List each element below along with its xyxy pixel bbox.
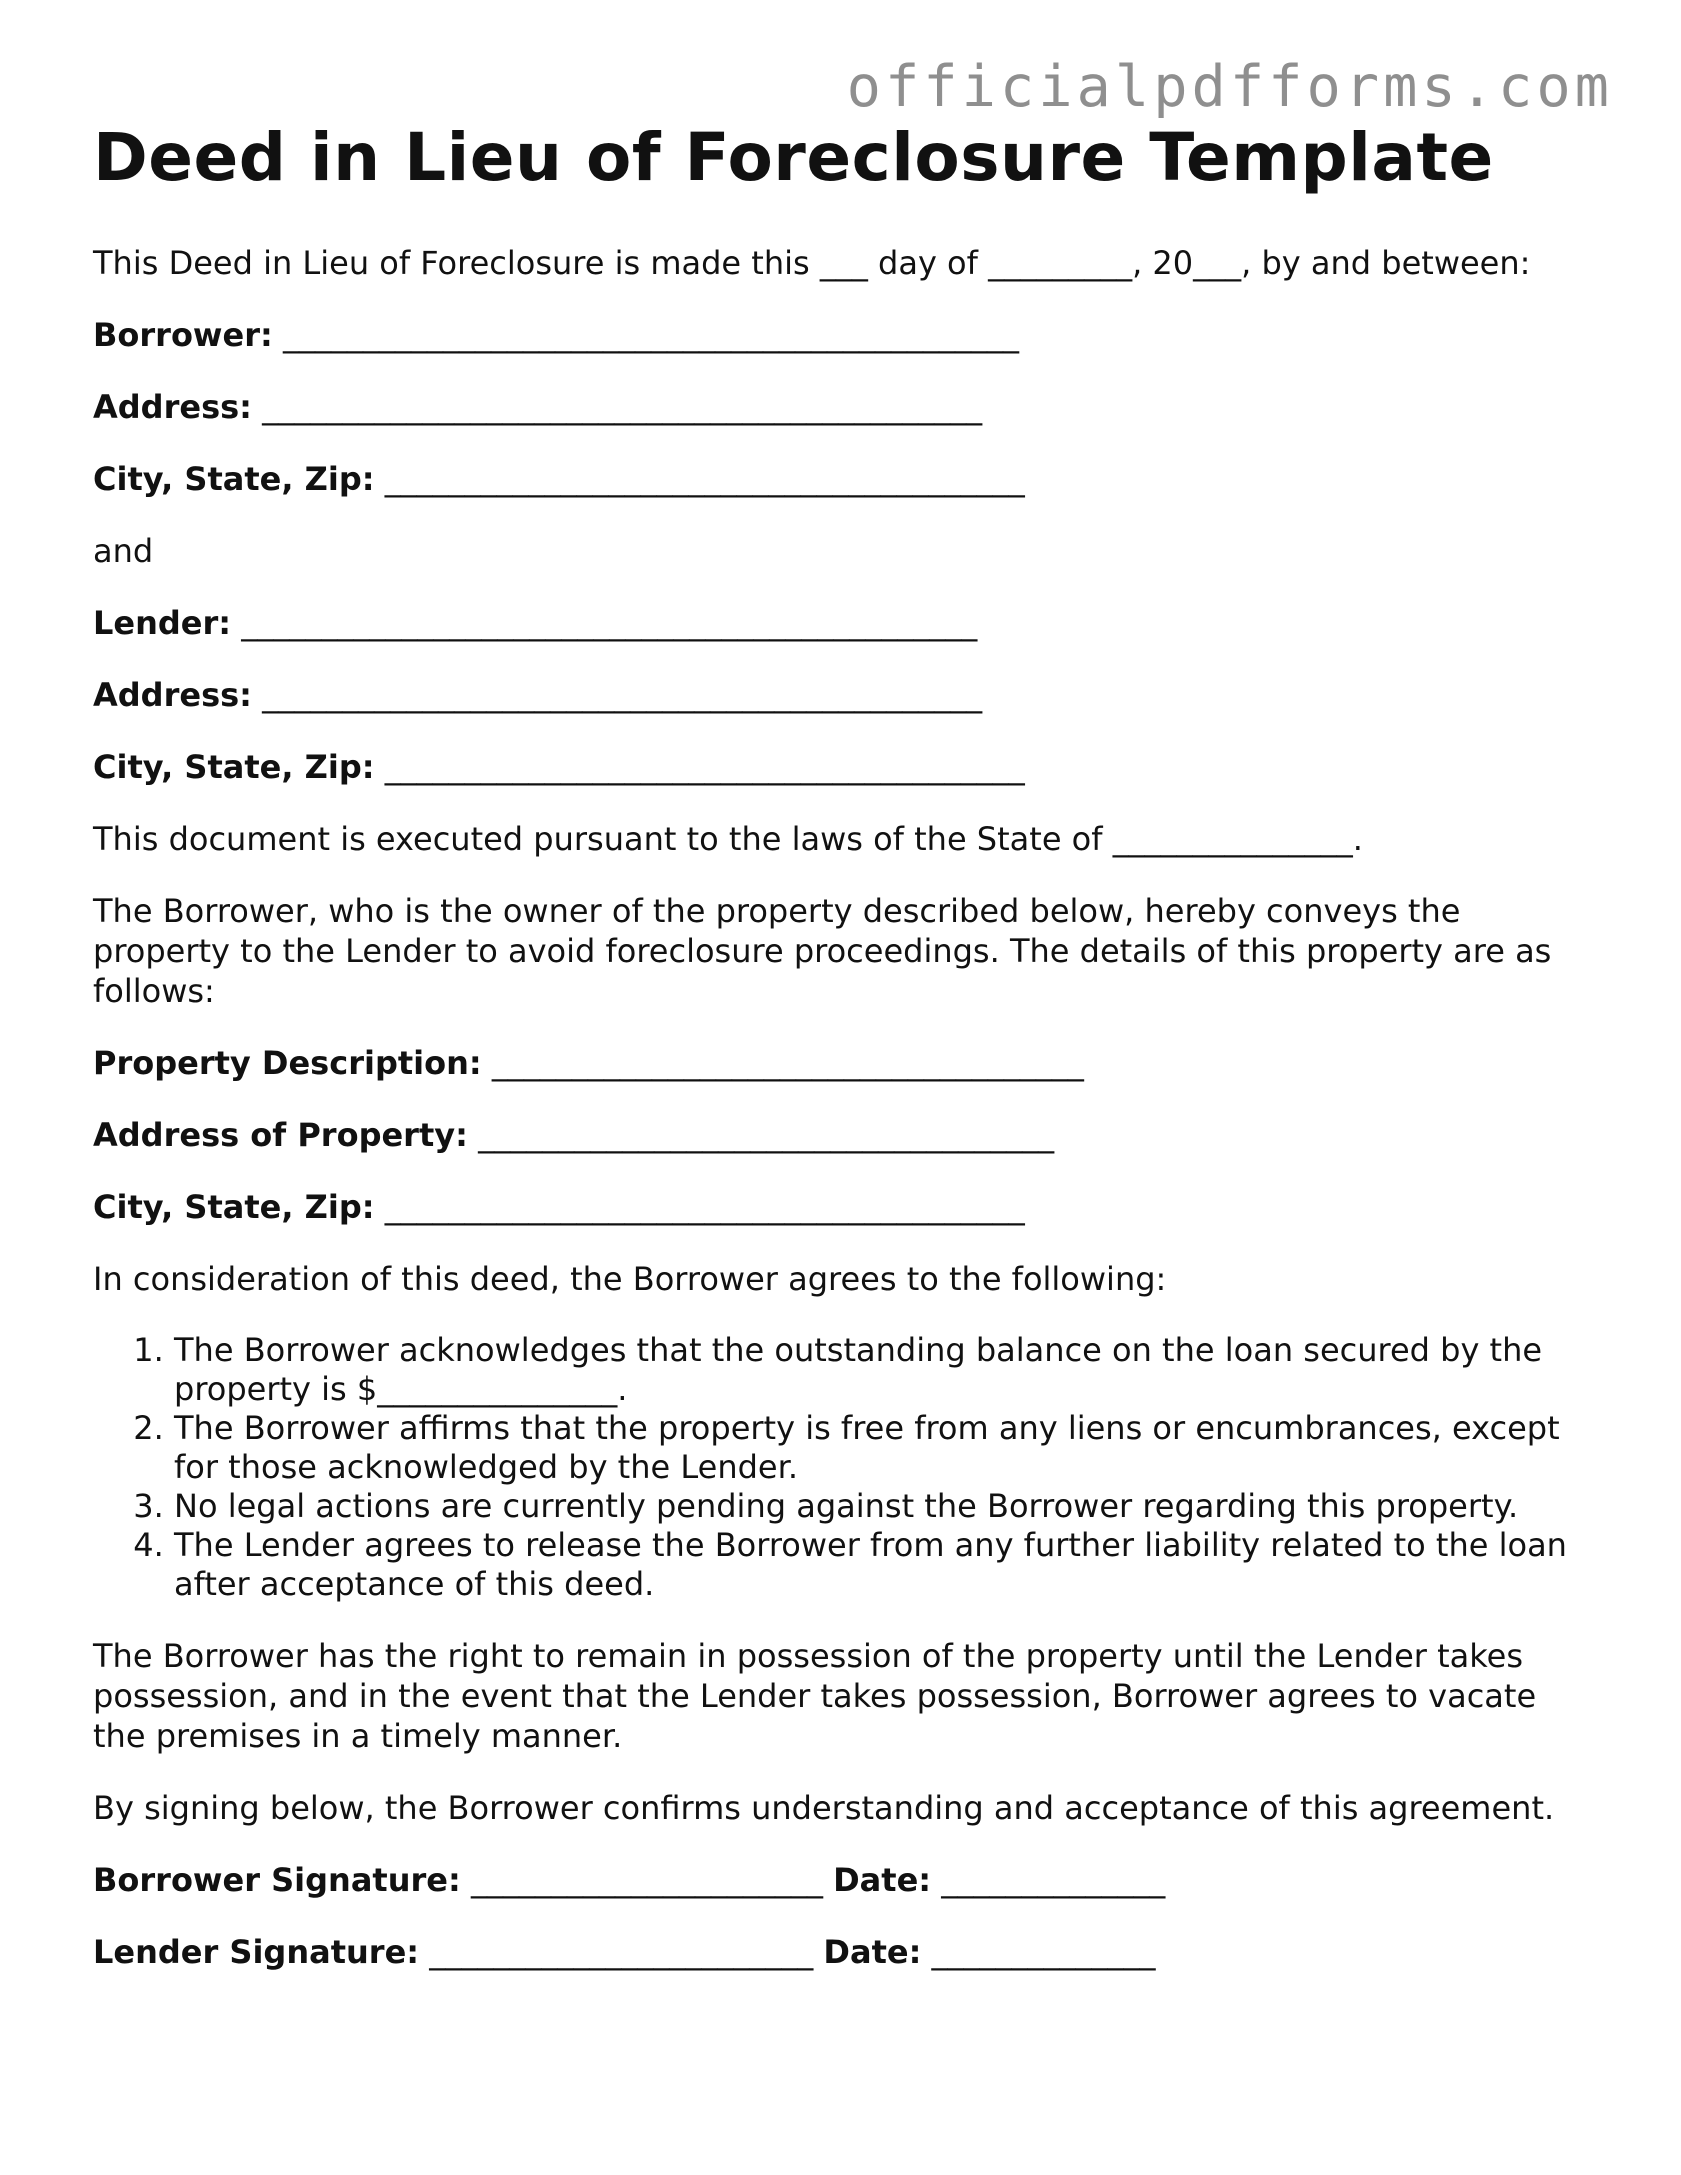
lender-address-blank[interactable]: _____________________________________________ bbox=[262, 676, 983, 714]
borrower-city-blank[interactable]: ________________________________________ bbox=[384, 460, 1025, 498]
term-item: 1. The Borrower acknowledges that the outstanding balance on the loan secured by the property is $_______________. bbox=[174, 1331, 1583, 1409]
possession-paragraph: The Borrower has the right to remain in possession of the property until the Lender takes possession, and in the event that the Lender takes possession, Borrower agrees to vacate the premises in a timely manner. bbox=[93, 1637, 1537, 1755]
signing-paragraph: By signing below, the Borrower confirms understanding and acceptance of this agreement. bbox=[93, 1789, 1555, 1827]
borrower-city-line bbox=[93, 459, 1593, 499]
borrower-address-blank[interactable]: _____________________________________________ bbox=[262, 388, 983, 426]
property-address-label: Address of Property: bbox=[93, 1116, 468, 1154]
borrower-name-line bbox=[93, 315, 1593, 355]
property-description-line bbox=[93, 1043, 1593, 1083]
term-item: 2. The Borrower affirms that the property is free from any liens or encumbrances, except for those acknowledged by the Lender. bbox=[174, 1409, 1583, 1487]
term-item: 3. No legal actions are currently pending against the Borrower regarding this property. bbox=[174, 1487, 1583, 1526]
borrower-signature-label: Borrower Signature: bbox=[93, 1861, 461, 1899]
terms-list bbox=[93, 1331, 1583, 1604]
watermark: officialpdfforms.com bbox=[846, 54, 1613, 120]
lender-city-label: City, State, Zip: bbox=[93, 748, 375, 786]
document-page bbox=[93, 118, 1593, 1972]
borrower-date-label: Date: bbox=[833, 1861, 932, 1899]
state-line: This document is executed pursuant to the laws of the State of _______________. bbox=[93, 820, 1363, 858]
borrower-address-label: Address: bbox=[93, 388, 252, 426]
borrower-name-label: Borrower: bbox=[93, 316, 273, 354]
borrower-address-line bbox=[93, 387, 1593, 427]
borrower-name-blank[interactable]: ______________________________________________ bbox=[282, 316, 1019, 354]
lender-address-label: Address: bbox=[93, 676, 252, 714]
property-city-line bbox=[93, 1187, 1593, 1227]
and-text: and bbox=[93, 532, 154, 570]
property-city-blank[interactable]: ________________________________________ bbox=[384, 1188, 1025, 1226]
borrower-signature-blank[interactable]: ______________________ bbox=[470, 1861, 823, 1899]
conveyance-paragraph: The Borrower, who is the owner of the property described below, hereby conveys the property to the Lender to avoid foreclosure proceedings. The details of this property are as follows: bbox=[93, 892, 1552, 1010]
intro-line: This Deed in Lieu of Foreclosure is made this ___ day of _________, 20___, by and between: bbox=[93, 244, 1531, 282]
lender-date-label: Date: bbox=[823, 1933, 922, 1971]
borrower-city-label: City, State, Zip: bbox=[93, 460, 375, 498]
lender-name-line bbox=[93, 603, 1593, 643]
document-title: Deed in Lieu of Foreclosure Template bbox=[93, 119, 1494, 196]
lender-name-blank[interactable]: ______________________________________________ bbox=[241, 604, 978, 642]
property-description-label: Property Description: bbox=[93, 1044, 482, 1082]
property-description-blank[interactable]: _____________________________________ bbox=[491, 1044, 1084, 1082]
consideration-line: In consideration of this deed, the Borrower agrees to the following: bbox=[93, 1260, 1167, 1298]
borrower-signature-line bbox=[93, 1860, 1593, 1900]
lender-name-label: Lender: bbox=[93, 604, 232, 642]
borrower-date-blank[interactable]: ______________ bbox=[941, 1861, 1166, 1899]
lender-signature-label: Lender Signature: bbox=[93, 1933, 420, 1971]
property-city-label: City, State, Zip: bbox=[93, 1188, 375, 1226]
property-address-blank[interactable]: ____________________________________ bbox=[478, 1116, 1055, 1154]
property-address-line bbox=[93, 1115, 1593, 1155]
term-item: 4. The Lender agrees to release the Borrower from any further liability related to the loan after acceptance of this deed. bbox=[174, 1526, 1583, 1604]
lender-city-blank[interactable]: ________________________________________ bbox=[384, 748, 1025, 786]
lender-city-line bbox=[93, 747, 1593, 787]
lender-address-line bbox=[93, 675, 1593, 715]
lender-signature-line bbox=[93, 1932, 1593, 1972]
lender-signature-blank[interactable]: ________________________ bbox=[429, 1933, 814, 1971]
lender-date-blank[interactable]: ______________ bbox=[931, 1933, 1156, 1971]
